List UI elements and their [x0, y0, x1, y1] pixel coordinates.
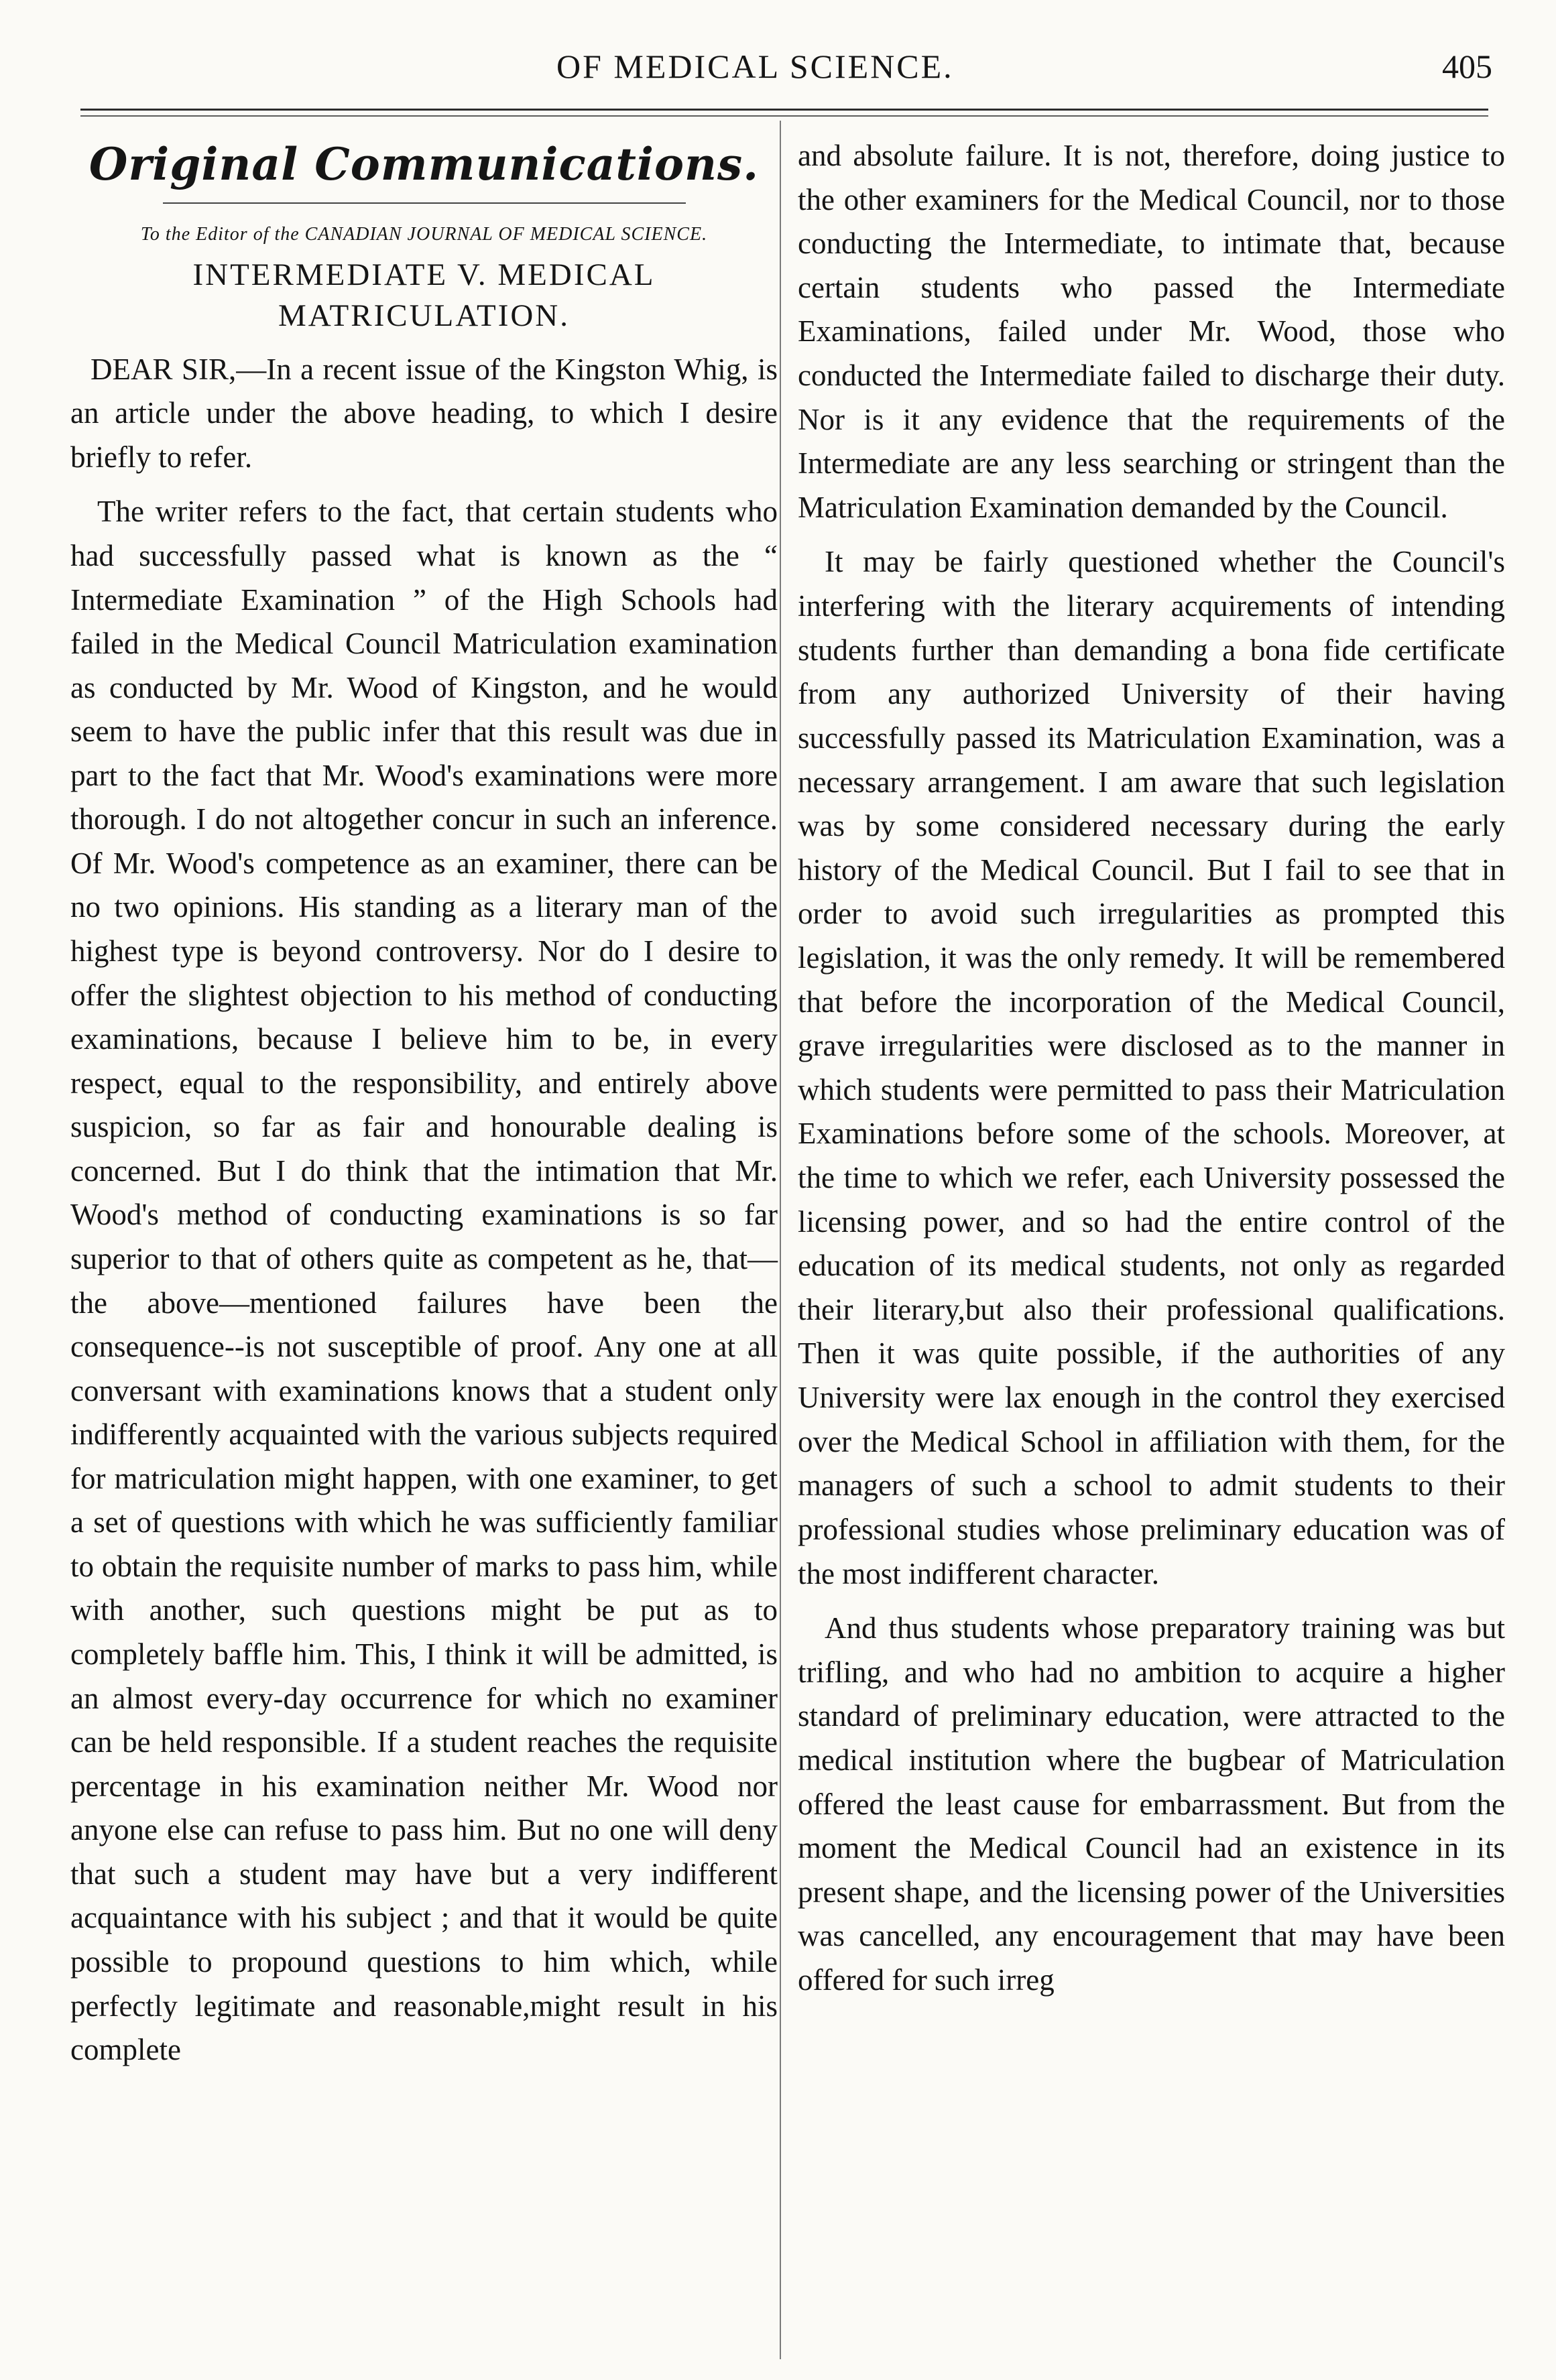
page-number: 405 — [1442, 48, 1492, 85]
running-title: OF MEDICAL SCIENCE. — [556, 48, 954, 85]
header-rule — [80, 109, 1488, 111]
paragraph-students-attracted: And thus students whose preparatory training was but trifling, and who had no ambition to acquire a higher standard of preliminary education, were attracted to the medical institution where the bugbear of Matriculation offered the least cause for embarrassment. But from the moment the Medical Council had an existence in its present shape, and the licensing power of the Universities was cancelled, any encouragement that may have been offered for such irreg — [798, 1611, 1505, 1997]
paragraph-continuation: and absolute failure. It is not, therefore, doing justice to the other examiners for the Medical Council, nor to those conducting the Intermediate, to intimate that, because certain students who passed the Intermediate Examinations, failed under Mr. Wood, those who conducted the Intermediate failed to discharge their duty. Nor is it any evidence that the requirements of the Intermediate are any less searching or stringent than the Matriculation Examination demanded by the Council. — [798, 139, 1505, 524]
paragraph-salutation: DEAR SIR,—In a recent issue of the Kingston Whig, is an article under the above heading, to which I desire briefly to refer. — [70, 352, 778, 474]
right-column — [798, 134, 1505, 2013]
editor-line: To the Editor of the CANADIAN JOURNAL OF MEDICAL SCIENCE. — [140, 224, 708, 245]
section-title: Original Communications. — [88, 138, 760, 190]
column-divider — [780, 121, 781, 2359]
article-title: INTERMEDIATE V. MEDICAL MATRICULATION. — [192, 257, 656, 333]
paragraph-main-argument: The writer refers to the fact, that certain students who had successfully passed what is known as the “ Intermediate Examination ” of the High Schools had failed in the Medical Council Matriculation examination as conducted by Mr. Wood of Kingston, and he would seem to have the public infer that this result was due in part to the fact that Mr. Wood's examinations were more thorough. I do not altogether concur in such an inference. Of Mr. Wood's competence as an examiner, there can be no two opinions. His standing as a literary man of the highest type is beyond controversy. Nor do I desire to offer the slightest objection to his method of conducting examinations, because I believe him to be, in every respect, equal to the responsibility, and entirely above suspicion, so far as fair and honourable dealing is concerned. But I do think that the intimation that Mr. Wood's method of conducting examinations is so far superior to that of others quite as competent as he, that—the above—mentioned failures have been the consequence--is not susceptible of proof. Any one at all conversant with examinations knows that a student only indifferently acquainted with the various subjects required for matriculation might happen, with one examiner, to get a set of questions with which he was sufficiently familiar to obtain the requisite number of marks to pass him, while with another, such questions might be put as to completely baffle him. This, I think it will be admitted, is an almost every-day occurrence for which no examiner can be held responsible. If a student reaches the requisite percentage in his examination neither Mr. Wood nor anyone else can refuse to pass him. But no one will deny that such a student may have but a very indifferent acquaintance with his subject ; and that it would be quite possible to propound questions to him which, while perfectly legitimate and reasonable,might result in his complete — [70, 495, 778, 2067]
section-rule — [163, 202, 686, 204]
left-column — [70, 134, 778, 2083]
paragraph-council-interference: It may be fairly questioned whether the Council's interfering with the literary acquirements of intending students further than demanding a bona fide certificate from any authorized University of their having successfully passed its Matriculation Examination, was a necessary arrangement. I am aware that such legislation was by some considered necessary during the early history of the Medical Council. But I fail to see that in order to avoid such irregularities as prompted this legislation, it was the only remedy. It will be remembered that before the incorporation of the Medical Council, grave irregularities were disclosed as to the manner in which students were permitted to pass their Matriculation Examinations before some of the schools. Moreover, at the time to which we refer, each University possessed the licensing power, and so had the entire control of the education of its medical students, not only as regarded their literary,but also their professional qualifications. Then it was quite possible, if the authorities of any University were lax enough in the control they exercised over the Medical School in affiliation with them, for the managers of such a school to admit students to their professional studies whose preliminary education was of the most indifferent character. — [798, 545, 1505, 1590]
running-head — [0, 47, 1556, 87]
header-rule-secondary — [80, 115, 1488, 117]
